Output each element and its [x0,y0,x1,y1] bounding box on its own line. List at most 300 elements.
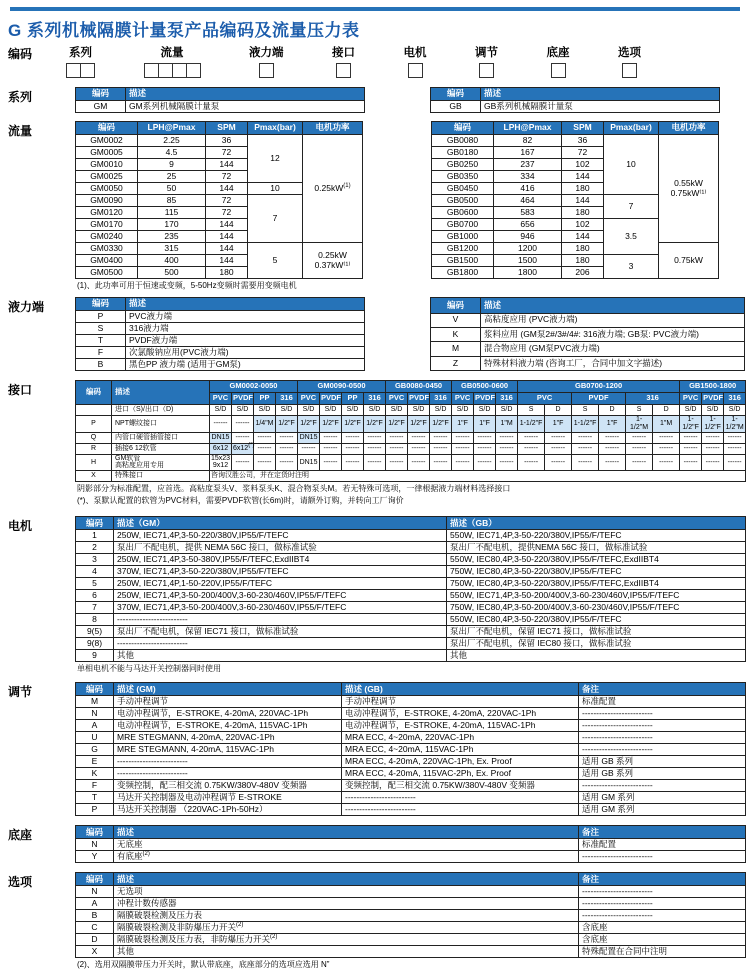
table-cell: 1-1/2"F [518,416,545,433]
table-cell: ------ [452,454,474,471]
table-row [76,566,746,578]
table-cell: 4 [76,566,114,578]
table-cell: ------ [342,454,364,471]
code-box [479,63,494,78]
code-box [259,63,274,78]
table-cell: 5 [76,578,114,590]
table-cell: 黑色PP 液力端 (适用于GM泵) [126,359,365,371]
table-row [76,851,746,863]
table-cell: ------ [408,454,430,471]
table-header-row [432,122,719,135]
table-cell: 适用 GB 系列 [579,756,746,768]
table-cell: E [76,756,114,768]
table-cell: 250W, IEC71,4P,1-50-220V,IP55/F/TEFC [114,578,447,590]
table-cell: GB1800 [432,267,494,279]
table-cell: ------ [430,443,452,454]
table-cell: 混合物应用 (GM泵PVC液力端) [481,342,745,356]
table-cell: G [76,744,114,756]
table-cell: P [76,804,114,816]
header-cell: PVC [298,393,320,405]
table-cell: ------ [572,432,599,443]
table-row [76,471,746,482]
table-cell: 72 [206,171,248,183]
table-cell: GB0700 [432,219,494,231]
table-cell: 手动冲程调节 [114,696,342,708]
table-row [431,327,745,341]
table-cell: GB0080 [432,135,494,147]
table-cell: ------ [364,454,386,471]
table-cell: 适用 GM 系列 [579,792,746,804]
table-cell: 72 [206,147,248,159]
table-cell: 插接6 12软管 [112,443,210,454]
flow-table-gb [431,121,719,279]
table-cell: ------ [496,454,518,471]
header-cell: 编码 [76,873,114,886]
table-cell: GM0090 [76,195,138,207]
table-cell: 36 [562,135,604,147]
header-cell: 316 [364,393,386,405]
table-cell: P [76,416,112,433]
code-box [66,63,81,78]
code-boxes [332,63,355,78]
table-cell: 泵出厂不配电机，保留 IEC71 接口，做标准试验 [114,626,447,638]
table-cell: 6 [76,590,114,602]
table-cell: 144 [206,243,248,255]
options-table [75,872,746,958]
table-cell: F [76,780,114,792]
table-cell: S/D [320,405,342,416]
interface-table [75,380,746,482]
code-box [144,63,159,78]
table-cell: ------ [702,432,724,443]
header-cell: PVC [452,393,474,405]
section-series [8,87,742,113]
table-cell: 144 [206,231,248,243]
table-cell: GB1000 [432,231,494,243]
hydraulic-table-right [430,297,745,371]
coding-field-label: 电机 [403,47,427,59]
table-cell: 72 [562,147,604,159]
table-cell: MRE STEGMANN, 4-20mA, 115VAC-1Ph [114,744,342,756]
table-cell: ------------------------- [579,708,746,720]
table-cell: ------ [545,454,572,471]
header-cell: SPM [562,122,604,135]
table-cell: ------ [518,454,545,471]
table-cell: 隔膜破裂检测及压力表 [114,910,579,922]
table-cell: 1/2"F [320,416,342,433]
table-cell: D [653,405,680,416]
table-cell: 464 [494,195,562,207]
header-cell: 电机功率 [659,122,719,135]
table-row [431,342,745,356]
table-row [76,886,746,898]
header-cell: GM0002-0050 [210,381,298,393]
table-row [76,443,746,454]
table-cell: 2.25 [138,135,206,147]
table-cell: S/D [452,405,474,416]
table-cell: S/D [210,405,232,416]
table-cell: GM0500 [76,267,138,279]
table-cell: GB0350 [432,171,494,183]
header-cell: 316 [626,393,680,405]
header-cell: 编码 [76,298,126,311]
table-row [76,626,746,638]
table-cell: M [431,342,481,356]
header-cell: 编码 [431,298,481,314]
table-cell: GM0002 [76,135,138,147]
table-cell: 250W, IEC71,4P,3-50-200/400V,3-60-230/460V,IP55/F/TEFC [114,590,447,602]
table-cell: 180 [562,207,604,219]
table-cell: 1-1/2"F [572,416,599,433]
table-cell: 206 [562,267,604,279]
table-cell: N [76,839,114,851]
table-cell: ------ [276,432,298,443]
coding-field [332,44,355,78]
table-row [76,650,746,662]
table-cell: ------ [572,443,599,454]
table-cell: MRE STEGMANN, 4-20mA, 220VAC-1Ph [114,732,342,744]
table-cell: 750W, IEC80,4P,3-50-220/380V,IP55/F/TEFC [447,566,746,578]
table-cell: 3 [76,554,114,566]
table-cell: PVC液力端 [126,311,365,323]
header-cell: PP [342,393,364,405]
code-box [158,63,173,78]
table-cell: 1-1/2"M [626,416,653,433]
table-cell: 144 [206,159,248,171]
table-cell: 550W, IEC80,4P,3-50-220/380V,IP55/F/TEFC [447,614,746,626]
table-cell: 237 [494,159,562,171]
header-cell: 备注 [579,826,746,839]
series-table-gb [430,87,720,113]
table-row [76,780,746,792]
table-cell: ------------------------- [114,638,447,650]
table-row [76,934,746,946]
header-cell: 编码 [76,381,112,405]
table-cell: ------ [342,443,364,454]
table-cell: ------ [232,432,254,443]
code-boxes [547,63,570,78]
table-cell: 7 [248,195,303,243]
table-row [76,359,365,371]
table-cell: GM0005 [76,147,138,159]
table-cell: 0.55kW 0.75kW⁽¹⁾ [659,135,719,243]
table-cell: GM0240 [76,231,138,243]
table-cell: 235 [138,231,206,243]
table-cell: ------ [232,416,254,433]
table-cell: 适用 GM 系列 [579,804,746,816]
table-cell: 72 [206,207,248,219]
table-cell: 手动冲程调节 [342,696,579,708]
table-cell: 9 [138,159,206,171]
table-cell: S/D [724,405,746,416]
table-cell: GB0180 [432,147,494,159]
table-cell: Z [431,356,481,370]
table-cell: 250W, IEC71,4P,3-50-220/380V,IP55/F/TEFC [114,530,447,542]
table-cell: ------ [452,443,474,454]
table-cell: ------ [702,454,724,471]
table-cell: ------ [599,443,626,454]
table-cell: 特殊接口 [112,471,210,482]
table-cell: 1"F [599,416,626,433]
table-cell: ------ [232,454,254,471]
table-cell: 316液力端 [126,323,365,335]
coding-row [8,44,742,78]
table-cell: 隔膜破裂检测及非防爆压力开关$^{(2)}$ [114,922,579,934]
header-cell: 描述（GM） [114,517,447,530]
table-cell: 370W, IEC71,4P,3-50-220/380V,IP55/F/TEFC [114,566,447,578]
header-cell: 编码 [432,122,494,135]
table-row [76,792,746,804]
table-cell: 102 [562,159,604,171]
table-cell: 50 [138,183,206,195]
interface-note-1: 阴影部分为标准配置，应首选。高粘度泵头V、浆料泵头K、混合物泵头M。若无特殊可选项，一律根据液力端材料选择接口 [77,484,511,494]
table-cell: S/D [298,405,320,416]
table-cell: ------ [364,432,386,443]
table-cell: 1200 [494,243,562,255]
table-row [76,898,746,910]
table-cell: 334 [494,171,562,183]
table-cell: 6x12 [210,443,232,454]
table-cell: ------ [320,443,342,454]
table-cell: ------ [320,432,342,443]
table-cell: ------ [430,454,452,471]
section-hydraulic [8,297,742,371]
table-cell: ------ [386,432,408,443]
table-cell: V [431,313,481,327]
coding-field-label: 液力端 [249,47,284,59]
table-cell: S [76,323,126,335]
table-cell: 7 [76,602,114,614]
table-cell: 马达开关控制器 （220VAC-1Ph-50Hz） [114,804,342,816]
table-row [76,720,746,732]
header-cell: GM0090-0500 [298,381,386,393]
table-cell: ------ [254,443,276,454]
table-cell: A [76,720,114,732]
table-cell: 115 [138,207,206,219]
top-rule [10,7,740,11]
header-cell: 描述 [114,873,579,886]
table-row [76,732,746,744]
table-cell: PVDF液力端 [126,335,365,347]
table-cell: GB [431,101,481,113]
table-cell: GM0010 [76,159,138,171]
table-row [76,530,746,542]
table-cell: 1/2"F [342,416,364,433]
table-header-row [76,381,746,393]
table-cell: MRA ECC, 4-20mA, 115VAC-2Ph, Ex. Proof [342,768,579,780]
table-cell: B [76,910,114,922]
table-cell: 144 [562,195,604,207]
table-cell: ------------------------- [579,851,746,863]
table-row [431,313,745,327]
header-cell: Pmax(bar) [604,122,659,135]
table-cell: 标准配置 [579,696,746,708]
table-cell: 1/2"F [386,416,408,433]
table-cell: 180 [562,243,604,255]
table-cell: ------ [496,432,518,443]
table-cell: ------------------------- [579,898,746,910]
table-cell: 1-1/2"F [702,416,724,433]
table-cell: MRA ECC, 4~20mA, 115VAC-1Ph [342,744,579,756]
header-cell: PVDF [474,393,496,405]
table-cell: 有底座$^{(2)}$ [114,851,579,863]
table-cell: GM0170 [76,219,138,231]
table-cell: 泵出厂不配电机，保留 IEC80 接口，做标准试验 [447,638,746,650]
table-header-row [76,122,363,135]
table-cell: ------ [474,443,496,454]
header-cell: PVC [386,393,408,405]
table-cell: S/D [680,405,702,416]
table-row [76,638,746,650]
table-cell: GM [76,101,126,113]
table-cell: GB0500 [432,195,494,207]
header-cell: PVDF [408,393,430,405]
header-cell: 316 [430,393,452,405]
table-cell: ------------------------- [579,910,746,922]
table-cell: 1/2"F [276,416,298,433]
table-header-row [76,826,746,839]
table-cell: 144 [206,219,248,231]
table-cell: 1"M [496,416,518,433]
table-cell: GB0450 [432,183,494,195]
header-cell: Pmax(bar) [248,122,303,135]
coding-field [475,44,498,78]
table-cell: 特殊配置在合同中注明 [579,946,746,958]
table-cell: 370W, IEC71,4P,3-50-200/400V,3-60-230/460V,IP55/F/TEFC [114,602,447,614]
table-cell: ------ [545,432,572,443]
table-cell: 144 [562,231,604,243]
table-row [431,101,720,113]
table-cell: GM0025 [76,171,138,183]
table-header-row [431,298,745,314]
table-cell: 5 [248,243,303,279]
table-header-row [76,873,746,886]
header-cell: 描述 (GM) [114,683,342,696]
table-cell: ------ [364,443,386,454]
table-cell: S/D [276,405,298,416]
table-cell: ------ [254,432,276,443]
section-label-motor: 电机 [8,519,33,534]
table-cell: R [76,443,112,454]
header-cell: 描述 [481,298,745,314]
table-cell: 其他 [447,650,746,662]
header-cell: 316 [276,393,298,405]
table-row [76,602,746,614]
table-cell: ------ [626,432,653,443]
table-cell: 10 [604,135,659,195]
table-cell: ------ [680,454,702,471]
table-cell: 冲程计数传感器 [114,898,579,910]
table-cell: 电动冲程调节，E-STROKE, 4-20mA, 115VAC-1Ph [114,720,342,732]
header-cell: GB1500-1800 [680,381,746,393]
table-cell: DN15 [210,432,232,443]
base-table [75,825,746,863]
header-cell: 编码 [431,88,481,101]
table-cell: 3.5 [604,219,659,255]
table-cell: 1/2"F [430,416,452,433]
table-cell: 泵出厂不配电机，提供NEMA 56C 接口，做标准试验 [447,542,746,554]
table-cell [76,405,112,416]
table-cell: 电动冲程调节，E-STROKE, 4-20mA, 115VAC-1Ph [342,720,579,732]
table-cell: 变频控制，配三相交流 0.75KW/380V-480V 变频器 [114,780,342,792]
table-cell: Y [76,851,114,863]
table-row [431,356,745,370]
code-box [622,63,637,78]
table-row [76,910,746,922]
table-cell: 144 [206,255,248,267]
table-cell: 1/2"F [364,416,386,433]
header-cell: 描述（GB） [447,517,746,530]
table-cell: T [76,792,114,804]
table-cell: T [76,335,126,347]
table-cell: S [518,405,545,416]
code-boxes [66,63,95,78]
table-row [76,696,746,708]
table-cell: D [545,405,572,416]
code-box [186,63,201,78]
table-cell: S/D [474,405,496,416]
table-cell: DN15 [298,432,320,443]
table-cell: 泵出厂不配电机，提供 NEMA 56C 接口，做标准试验 [114,542,447,554]
coding-field [404,44,427,78]
table-cell: 无底座 [114,839,579,851]
section-label-base: 底座 [8,828,33,843]
table-cell: GB1500 [432,255,494,267]
header-cell: 编码 [76,683,114,696]
header-cell: PVC [210,393,232,405]
table-cell: ------ [724,432,746,443]
header-cell: PVDF [232,393,254,405]
table-cell: 0.25kW 0.37kW⁽¹⁾ [303,243,363,279]
table-cell: 1"M [653,416,680,433]
table-cell: ------ [518,443,545,454]
table-cell: P [76,311,126,323]
table-cell: 无选项 [114,886,579,898]
table-cell: S/D [364,405,386,416]
table-cell: ------ [626,443,653,454]
table-cell: 电动冲程调节，E-STROKE, 4-20mA, 220VAC-1Ph [114,708,342,720]
table-cell: 适用 GB 系列 [579,768,746,780]
table-cell: 内管口硬管插管接口 [112,432,210,443]
table-cell: 浆料应用 (GM泵2#/3#/4#: 316液力端; GB泵: PVC液力端) [481,327,745,341]
table-cell: GB系列机械隔膜计量泵 [481,101,720,113]
header-cell: 编码 [76,826,114,839]
section-motor [8,516,742,674]
section-flow [8,121,742,291]
table-cell: ------ [320,454,342,471]
table-cell: 9 [76,650,114,662]
table-cell: ------ [496,443,518,454]
coding-field-label: 选项 [618,47,641,59]
table-cell: 144 [562,171,604,183]
table-cell: ------ [210,416,232,433]
table-row [432,135,719,147]
table-row [76,335,365,347]
table-row [76,243,363,255]
coding-field-label: 底座 [546,47,570,59]
table-cell: ------ [386,443,408,454]
table-cell: ------ [254,454,276,471]
coding-field [618,44,641,78]
table-cell: X [76,471,112,482]
table-cell: U [76,732,114,744]
table-cell: ------ [386,454,408,471]
table-row [76,922,746,934]
table-cell: 656 [494,219,562,231]
table-cell: 咨询汉胜公司，并在定货时注明 [210,471,746,482]
table-cell: 9(5) [76,626,114,638]
table-cell: 泵出厂不配电机，保留 IEC71 接口，做标准试验 [447,626,746,638]
